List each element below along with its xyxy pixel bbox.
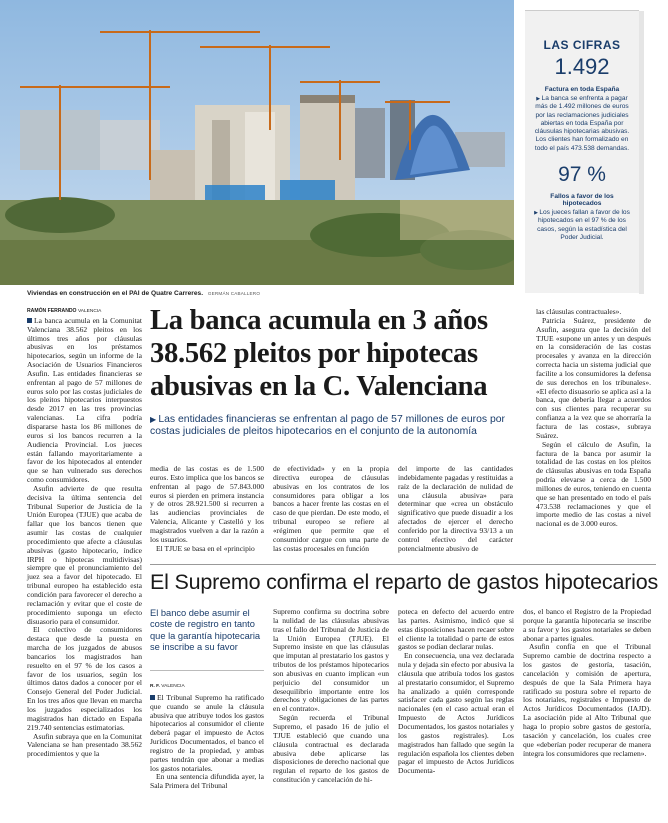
paragraph: Asufin advierte de que resulta decisiva la última sentencia del Tribunal Superior de Justicia de la Unión Europea (TJUE) que acaba de fallar que los bancos tienen que asumir las costas de cualquier procedimiento que afecte a cláusulas abusivas (gasto hipotecario, índice IRPH o hipotecas multidivisas) siempre que el pronunciamiento del juez sea a favor del hipotecado. El tribunal europeo ha establecido esta condición para favorecer el derecho a reclamación y evitar que el coste de procedimiento suponga un efecto disuasorio para el consumidor.	[27, 483, 142, 626]
stat-text-total-body: La banca se enfrenta a pagar más de 1.492 millones de euros por las reclamaciones judiciales abiertas en toda España por cláusulas hipotecarias abusivas. Los clientes han formalizado en todo el país 473.538 demandas.	[534, 95, 630, 152]
article2-column-4	[523, 608, 651, 758]
stat-text-rulings	[531, 209, 633, 242]
paragraph: Según recuerda el Tribunal Supremo, el pasado 16 de julio el TJUE estableció que cuando una cláusula contractual es declarada abusiva debe aplicarse las disposiciones de derecho nacional que regulan el reparto de los gastos de constitución y cancelación de hi-	[273, 713, 389, 785]
paragraph-text: La banca acumula en la Comunitat Valenciana 38.562 pleitos en los últimos tres años por cláusulas abusivas en los préstamos hipotecarios, según un informe de la Asociación de Usuarios Financieros Asufin. Las entidades financieras se enfrentan al pago de 57 millones de euros solo por las costas judiciales de los pleitos hipotecarios interpuestos desde 2017 en las tres provincias valencianas. La cifra podría dispararse hasta los 86 millones de euros si los bancos recurren a la Audiencia Provincial. Los jueces están fallando mayoritariamente a favor de los hipotecados al entender que se han vulnerado sus derechos como consumidores.	[27, 315, 142, 485]
paragraph: de efectividad» y en la propia directiva europea de cláusulas abusivas en los contratos de los consumidores para obligar a los bancos a hacer frente las costas en el caso de que pierdan. De este modo, el tribunal europeo se refiere al «régimen que permite que el consumidor cargue con una parte de las costas procesales en función	[273, 464, 389, 553]
subheadline	[150, 414, 520, 438]
article-left-column	[27, 307, 142, 759]
photo-credit: GERMÁN CABALLERO	[207, 291, 261, 296]
caption-text: Viviendas en construcción en el PAI de Quatre Carreres.	[27, 290, 204, 297]
paragraph: Asufin confía en que el Tribunal Supremo cambie de doctrina respecto a los gastos de gestoría, tasación, cancelación y comisión de apertura, después de que la Sala Primera haya ratificado su postura sobre el reparto de los notariales, registrales e Impuesto de Actos Jurídicos Documentados (IAJD). La asociación pide al Alto Tribunal que haga lo propio sobre gastos de gestoría, tasación y cancelación, los cuales cree que «deberían poder recuperar de manera íntegra los consumidores que reclamen».	[523, 642, 651, 758]
byline-author: RAMÓN FERRANDO	[27, 308, 77, 314]
paragraph: Supremo confirma su doctrina sobre la nulidad de las cláusulas abusivas tras el fallo del Tribunal de Justicia de la Unión Europea (TJUE). El Supremo insiste en que las cláusulas que imputan al prestatario los gastos y tributos de los préstamos hipotecarios son abusivas en cuanto implican «un perjuicio del consumidor un desequilibrio importante entre los derechos y obligaciones de las partes en el contrato».	[273, 607, 389, 714]
paragraph: El TJUE se basa en el «principio	[156, 543, 255, 553]
article-column-3	[398, 465, 513, 553]
paragraph-text: El Tribunal Supremo ha ratificado que cuando se anule la cláusula abusiva que atribuye todos los gastos hipotecarios al consumidor el cliente deberá pagar el impuesto de Actos Jurídicos Documentados, el banco el registro de la propiedad, y ambas partes tendrán que abonar a medias los gastos notariales.	[150, 692, 264, 773]
article2-column-3	[398, 608, 514, 776]
triangle-icon: ▶	[534, 210, 540, 217]
paragraph: poteca en defecto del acuerdo entre las partes. Asimismo, indicó que si estas disposiciones hacen recaer sobre el cliente la totalidad o parte de estos gastos se podían declarar nulas.	[398, 607, 514, 652]
article-column-1	[150, 465, 264, 553]
paragraph: El colectivo de consumidores destaca que desde la puesta en marcha de los juzgados de abusos bancarios los magistrados han resuelto en el 97 % de los casos a favor de los usuarios, según los últimos datos dados a conocer por el Consejo General del Poder Judicial. En los tres años que llevan en marcha los juzgados especializados los magistrados han dictado en España 219.740 sentencias estimatorias.	[27, 625, 142, 732]
paragraph: del importe de las cantidades indebidamente pagadas y restituidas a raíz de la declaración de nulidad de una cláusula abusiva» para determinar que «crea un obstáculo significativo que puede disuadir a los afectados de ejercer el derecho conferido por la directiva 93/13 a un control efectivo del carácter potencialmente abusivo de	[398, 464, 513, 553]
paragraph: Patricia Suárez, presidente de Asufin, asegura que la decisión del TJUE «supone un antes y un después en la consideración de las costas procesales y avanza en la dirección correcta hacia un sistema judicial que facilite a los consumidores la defensa de sus derechos en los tribunales». «El efecto disuasorio se aplica así a la banca, que debería llegar a acuerdos con sus clientes para recuperar su confianza a la vez que se ahorraría la factura de las costas», subraya Suárez.	[536, 315, 651, 440]
stat-number-rulings: 97 %	[558, 163, 606, 187]
article2-column-1	[150, 682, 264, 791]
paragraph: dos, el banco el Registro de la Propiedad porque la garantía hipotecaria se inscribe a su favor y los gastos notariales se deben abonar a partes iguales.	[523, 607, 651, 643]
paragraph: Asufin subraya que en la Comunitat Valenciana se han presentado 38.562 procedimientos y que la	[27, 731, 142, 759]
sidebar-accent	[639, 11, 644, 294]
main-headline: La banca acumula en 3 años 38.562 pleitos por hipotecas abusivas en la C. Valenciana	[150, 305, 488, 402]
stat-number-total: 1.492	[554, 54, 610, 79]
section-divider	[150, 564, 656, 565]
stat-subtitle-rulings: Fallos a favor de los hipotecados	[550, 193, 614, 208]
pull-quote: El banco debe asumir el coste de registro en tanto que la garantía hipotecaria se inscribe a su favor	[150, 608, 261, 652]
article2-column-2	[273, 608, 389, 785]
sidebar-title: LAS CIFRAS	[543, 38, 621, 52]
photo-caption	[27, 290, 260, 297]
paragraph: media de las costas es de 1.500 euros. Esto implica que los bancos se enfrentan al pago de 57.843.000 euros si pierden en primera instancia y de otros 28.921.500 si recurren a las audiencias provinciales de Valencia, Alicante y Castelló y los magistrados vuelven a dar la razón a los usuarios.	[150, 464, 264, 544]
paragraph: En una sentencia difundida ayer, la Sala Primera del Tribunal	[150, 772, 264, 791]
second-headline: El Supremo confirma el reparto de gastos hipotecarios	[150, 570, 659, 594]
byline-location: VALENCIA	[77, 309, 102, 314]
paragraph	[150, 694, 264, 774]
photo-illustration	[0, 0, 514, 285]
triangle-icon: ▶	[150, 415, 159, 424]
byline-location: VALENCIA	[161, 684, 185, 689]
triangle-icon: ▶	[536, 96, 542, 102]
paragraph	[27, 317, 142, 485]
paragraph: Según el cálculo de Asufin, la factura de la banca por asumir la totalidad de las costas en los pleitos de cláusulas abusivas en toda España podría elevarse a cerca de 1.500 millones de euros, teniendo en cuenta que se han presentado en todo el país 473.538 reclamaciones y que el importe medio de las costas a nivel nacional es de 3.000 euros.	[536, 439, 651, 529]
stat-subtitle-total: Factura en toda España	[544, 86, 620, 93]
paragraph: En consecuencia, una vez declarada nula y dejada sin efecto por abusiva la cláusula que atribuía todos los gastos al prestatario consumidor, el Supremo ha analizado a quién corresponde satisfacer cada gasto según las reglas nacionales (en el caso actual eran el Impuesto de Actos Jurídicos Documentados, los gastos notariales y los gastos registrales). Los magistrados han fallado que según la regulación española los clientes deben pagar el impuesto de Actos Jurídicos Documenta-	[398, 651, 514, 776]
stat-text-rulings-body: Los jueces fallan a favor de los hipotecados en el 97 % de los casos, según la estadística del Poder Judicial.	[537, 209, 630, 241]
stat-text-total	[531, 95, 633, 153]
construction-photo	[0, 0, 514, 285]
figures-sidebar	[525, 10, 639, 293]
square-bullet-icon	[150, 695, 155, 700]
byline-author: R. F.	[150, 684, 160, 689]
paragraph: las cláusulas contractuales».	[536, 307, 622, 316]
square-bullet-icon	[27, 318, 32, 323]
article-right-column	[536, 308, 651, 529]
article-column-2	[273, 465, 389, 553]
subheadline-text: Las entidades financieras se enfrentan al pago de 57 millones de euros por costas judiciales de pleitos hipotecarios en el conjunto de la autonomía	[150, 414, 505, 437]
pull-quote-divider	[150, 670, 264, 671]
byline	[150, 682, 264, 692]
